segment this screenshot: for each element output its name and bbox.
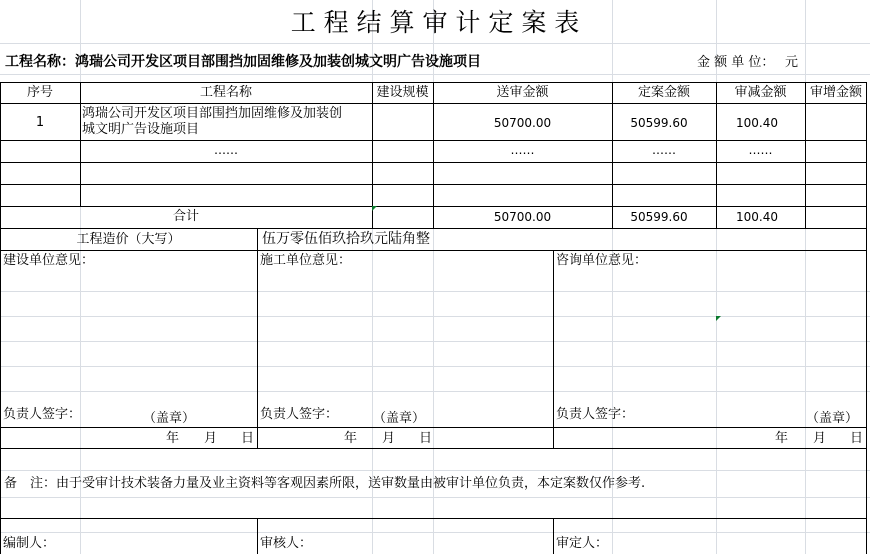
editor-label: 编制人：	[3, 536, 56, 551]
ellipsis-reduced: ……	[748, 143, 773, 157]
row-reduced: 100.40	[736, 116, 778, 130]
date-month: 月	[813, 431, 827, 446]
row-name-line2: 城文明广告设施项目	[82, 122, 200, 137]
seal-label: （盖章）	[143, 411, 196, 426]
row-name-line1: 鸿瑞公司开发区项目部围挡加固维修及加装创	[82, 106, 343, 121]
seal-label: （盖章）	[373, 411, 426, 426]
unit-label: 金 额 单 位：	[697, 55, 775, 70]
header-scale: 建设规模	[376, 85, 429, 100]
header-approved: 定案金额	[637, 85, 690, 100]
ellipsis-submitted: ……	[510, 143, 535, 157]
consultant-opinion-label: 咨询单位意见：	[556, 253, 648, 268]
date-day: 日	[850, 431, 864, 446]
header-no: 序号	[26, 85, 53, 100]
cost-caps-value: 伍万零伍佰玖拾玖元陆角整	[262, 231, 430, 247]
ellipsis-approved: ……	[652, 143, 676, 157]
seal-label: （盖章）	[806, 411, 859, 426]
header-reduced: 审减金额	[734, 85, 787, 100]
date-day: 日	[419, 431, 433, 446]
date-year: 年	[344, 431, 358, 446]
signature-label: 负责人签字：	[260, 407, 339, 422]
date-year: 年	[166, 431, 180, 446]
row-approved: 50599.60	[630, 116, 688, 130]
contractor-opinion-label: 施工单位意见：	[260, 253, 352, 268]
total-label: 合计	[172, 209, 199, 224]
cell-marker-icon	[372, 206, 377, 211]
row-no: 1	[35, 115, 45, 130]
cost-caps-label: 工程造价（大写）	[76, 232, 181, 247]
date-day: 日	[241, 431, 255, 446]
cell-marker-icon	[716, 316, 721, 321]
header-increased: 审增金额	[809, 85, 862, 100]
builder-opinion-label: 建设单位意见：	[3, 253, 95, 268]
total-submitted: 50700.00	[493, 210, 552, 224]
date-year: 年	[775, 431, 789, 446]
signature-label: 负责人签字：	[556, 407, 635, 422]
header-project-name: 工程名称	[199, 85, 252, 100]
unit-value: 元	[785, 55, 799, 70]
project-name-label: 工程名称：	[5, 54, 75, 70]
date-month: 月	[382, 431, 396, 446]
project-name-value: 鸿瑞公司开发区项目部围挡加固维修及加装创城文明广告设施项目	[75, 54, 481, 70]
remarks-note: 备 注：由于受审计技术装备力量及业主资料等客观因素所限，送审数量由被审计单位负责，本定案数仅作参考.	[4, 476, 646, 491]
row-submitted: 50700.00	[493, 116, 552, 130]
total-approved: 50599.60	[630, 210, 688, 224]
total-reduced: 100.40	[736, 210, 778, 224]
date-month: 月	[204, 431, 218, 446]
signature-label: 负责人签字：	[3, 407, 82, 422]
header-submitted: 送审金额	[496, 85, 549, 100]
reviewer-label: 审核人：	[260, 536, 313, 551]
ellipsis-name: ……	[214, 143, 238, 157]
page-title: 工 程 结 算 审 计 定 案 表	[290, 8, 580, 37]
approver-label: 审定人：	[556, 536, 609, 551]
